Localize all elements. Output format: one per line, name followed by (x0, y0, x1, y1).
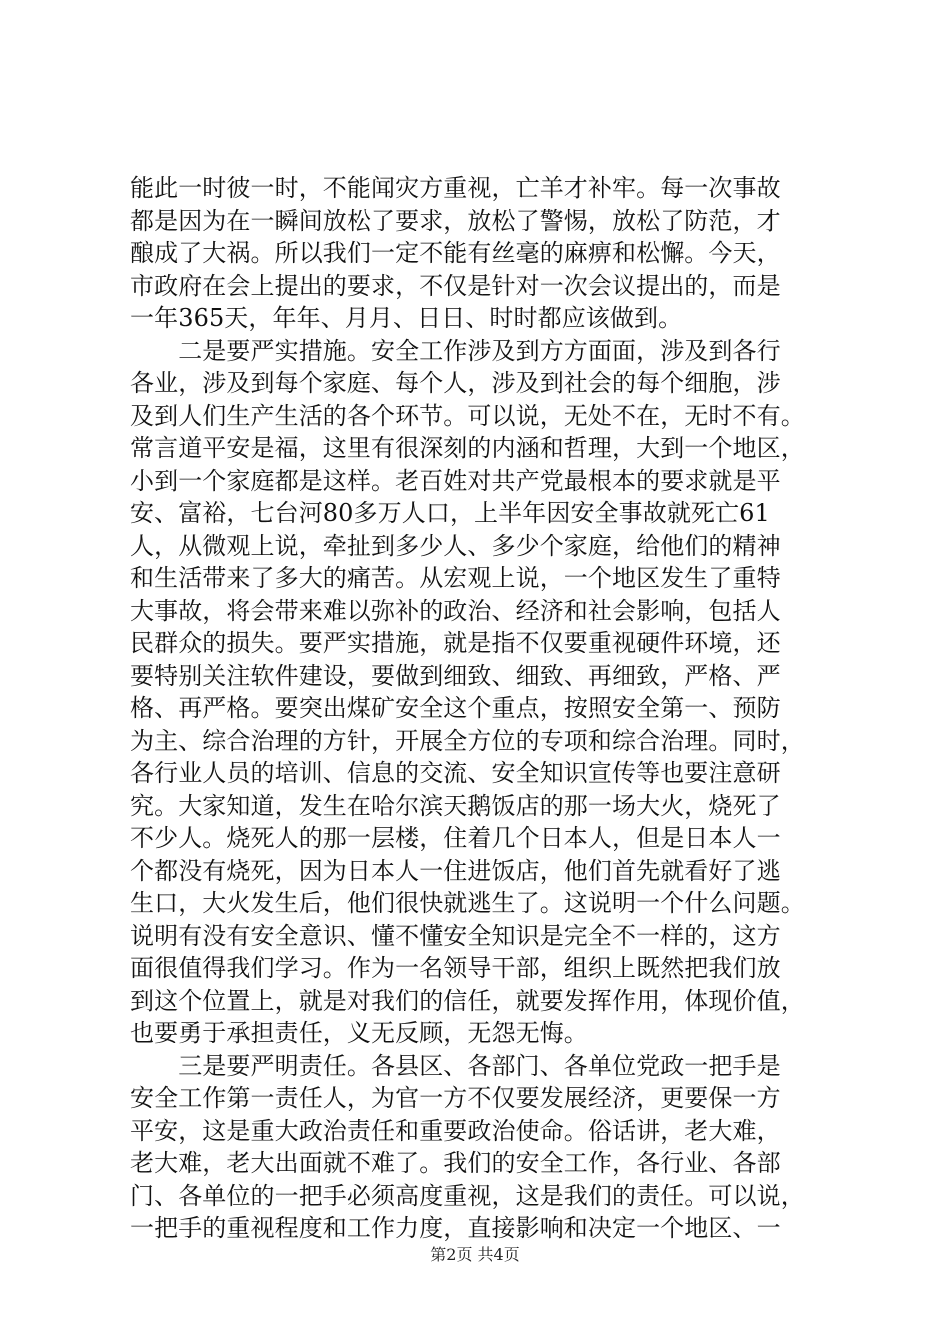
page-footer (0, 1245, 950, 1265)
text-line: 一把手的重视程度和工作力度，直接影响和决定一个地区、一 (130, 1214, 781, 1242)
text-line: 安全工作第一责任人，为官一方不仅要发展经济，更要保一方 (130, 1084, 781, 1112)
text-line: 民群众的损失。要严实措施，就是指不仅要重视硬件环境，还 (130, 629, 781, 657)
text-line: 常言道平安是福，这里有很深刻的内涵和哲理，大到一个地区， (130, 434, 805, 462)
text-line: 都是因为在一瞬间放松了要求，放松了警惕，放松了防范，才 (130, 206, 781, 235)
text-line: 不少人。烧死人的那一层楼，住着几个日本人，但是日本人一 (130, 824, 781, 852)
text-line: 能此一时彼一时，不能闻灾方重视，亡羊才补牢。每一次事故 (130, 174, 781, 202)
text-line: 为主、综合治理的方针，开展全方位的专项和综合治理。同时， (130, 726, 805, 755)
text-line: 要特别关注软件建设，要做到细致、细致、再细致，严格、严 (130, 661, 781, 690)
text-line: 老大难，老大出面就不难了。我们的安全工作，各行业、各部 (130, 1149, 781, 1177)
text-line: 到这个位置上，就是对我们的信任，就要发挥作用，体现价值， (130, 986, 805, 1015)
text-line: 个都没有烧死，因为日本人一住进饭店，他们首先就看好了逃 (130, 856, 781, 885)
text-line: 大事故，将会带来难以弥补的政治、经济和社会影响，包括人 (130, 596, 781, 625)
text-line: 市政府在会上提出的要求，不仅是针对一次会议提出的，而是 (130, 271, 781, 300)
text-line: 人，从微观上说，牵扯到多少人、多少个家庭，给他们的精神 (130, 531, 781, 560)
text-line: 平安，这是重大政治责任和重要政治使命。俗话讲，老大难， (130, 1116, 781, 1145)
text-line: 也要勇于承担责任，义无反顾，无怨无悔。 (130, 1019, 588, 1047)
text-line: 各行业人员的培训、信息的交流、安全知识宣传等也要注意研 (130, 759, 781, 787)
text-line: 各业，涉及到每个家庭、每个人，涉及到社会的每个细胞，涉 (130, 369, 781, 397)
text-line: 酿成了大祸。所以我们一定不能有丝毫的麻痹和松懈。今天， (130, 239, 781, 267)
page-indicator: 第2页 共4页 (430, 1245, 520, 1264)
text-line: 一年365天，年年、月月、日日、时时都应该做到。 (130, 304, 683, 332)
text-line: 二是要严实措施。安全工作涉及到方方面面，涉及到各行 (130, 336, 781, 365)
text-line: 及到人们生产生活的各个环节。可以说，无处不在，无时不有。 (130, 401, 805, 430)
text-line: 门、各单位的一把手必须高度重视，这是我们的责任。可以说， (130, 1181, 805, 1210)
text-line: 和生活带来了多大的痛苦。从宏观上说，一个地区发生了重特 (130, 564, 781, 592)
text-line: 究。大家知道，发生在哈尔滨天鹅饭店的那一场大火，烧死了 (130, 791, 781, 820)
text-line: 格、再严格。要突出煤矿安全这个重点，按照安全第一、预防 (130, 694, 781, 722)
text-line: 小到一个家庭都是这样。老百姓对共产党最根本的要求就是平 (130, 466, 781, 495)
body-text (130, 172, 842, 1245)
text-line: 三是要严明责任。各县区、各部门、各单位党政一把手是 (130, 1051, 781, 1080)
text-line: 生口，大火发生后，他们很快就逃生了。这说明一个什么问题。 (130, 889, 805, 917)
text-line: 面很值得我们学习。作为一名领导干部，组织上既然把我们放 (130, 954, 781, 982)
text-line: 安、富裕，七台河80多万人口，上半年因安全事故就死亡61 (130, 499, 770, 527)
text-line: 说明有没有安全意识、懂不懂安全知识是完全不一样的，这方 (130, 921, 781, 950)
